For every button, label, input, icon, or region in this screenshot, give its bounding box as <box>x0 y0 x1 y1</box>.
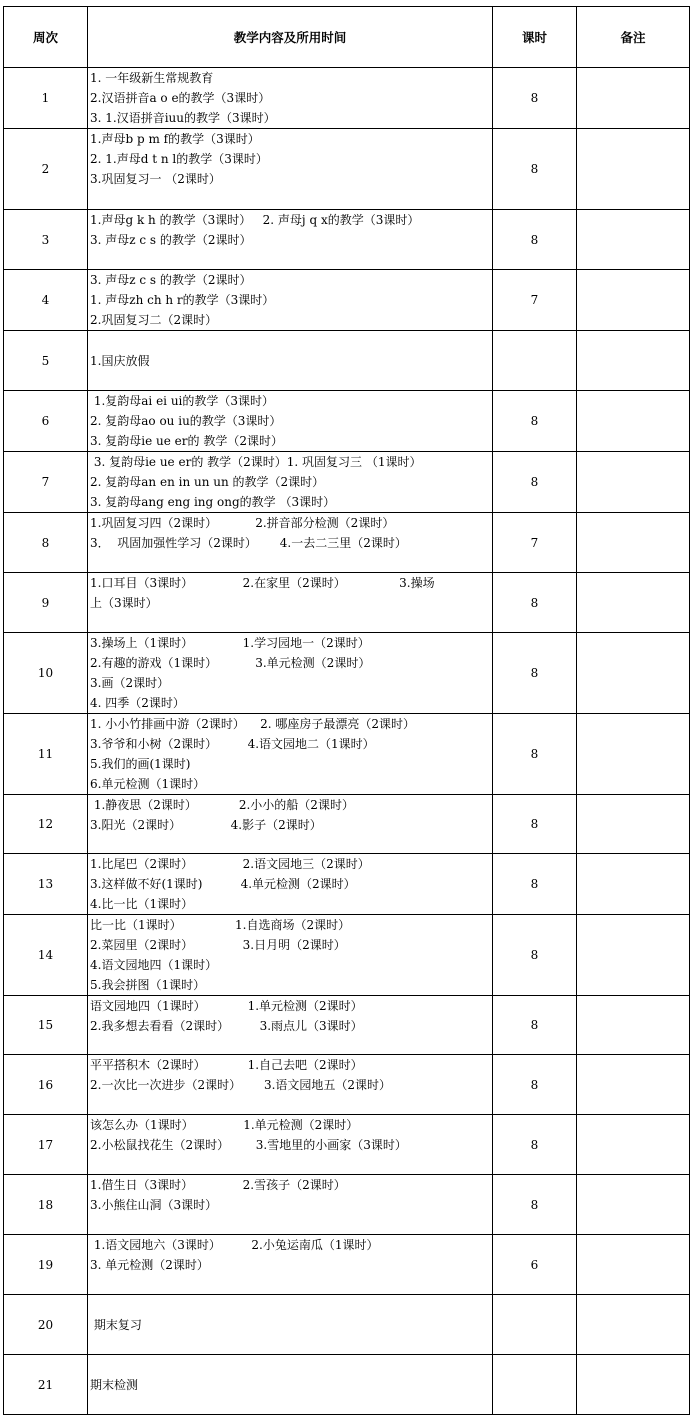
content-line: 2.有趣的游戏（1课时） 3.单元检测（2课时） <box>90 656 371 670</box>
hours-cell: 8 <box>493 795 577 854</box>
table-row <box>4 915 690 996</box>
content-cell <box>88 1295 493 1355</box>
notes-cell <box>577 915 690 996</box>
week-cell: 4 <box>4 270 88 331</box>
table-row <box>4 1175 690 1235</box>
header-hours: 课时 <box>493 7 577 68</box>
hours-cell: 8 <box>493 1115 577 1175</box>
content-line: 该怎么办（1课时） 1.单元检测（2课时） <box>90 1118 359 1132</box>
content-line: 3.巩固复习一 （2课时） <box>90 172 221 186</box>
content-cell <box>88 854 493 915</box>
hours-cell: 8 <box>493 714 577 795</box>
header-week: 周次 <box>4 7 88 68</box>
content-cell <box>88 270 493 331</box>
week-cell: 6 <box>4 391 88 452</box>
content-line: 3. 1.汉语拼音iuu的教学（3课时） <box>90 111 276 125</box>
notes-cell <box>577 68 690 129</box>
notes-cell <box>577 1235 690 1295</box>
content-line: 1.复韵母ai ei ui的教学（3课时） <box>90 394 275 408</box>
content-line: 1.声母g k h 的教学（3课时） 2. 声母j q x的教学（3课时） <box>90 213 420 227</box>
content-cell <box>88 129 493 210</box>
notes-cell <box>577 996 690 1055</box>
content-cell <box>88 633 493 714</box>
week-cell: 8 <box>4 513 88 573</box>
content-line: 语文园地四（1课时） 1.单元检测（2课时） <box>90 999 363 1013</box>
notes-cell <box>577 1115 690 1175</box>
content-line: 2.菜园里（2课时） 3.日月明（2课时） <box>90 938 346 952</box>
content-line: 6.单元检测（1课时） <box>90 777 206 791</box>
content-line: 1.巩固复习四（2课时） 2.拼音部分检测（2课时） <box>90 516 395 530</box>
table-row <box>4 854 690 915</box>
content-line: 1.国庆放假 <box>90 353 150 368</box>
week-cell: 16 <box>4 1055 88 1115</box>
content-line: 1.比尾巴（2课时） 2.语文园地三（2课时） <box>90 857 370 871</box>
content-line: 3. 声母z c s 的教学（2课时） <box>90 273 252 287</box>
content-line: 比一比（1课时） 1.自选商场（2课时） <box>90 918 351 932</box>
hours-cell: 8 <box>493 1055 577 1115</box>
content-cell <box>88 714 493 795</box>
week-cell: 3 <box>4 210 88 270</box>
hours-cell: 8 <box>493 1175 577 1235</box>
content-cell <box>88 915 493 996</box>
content-line: 1. 小小竹排画中游（2课时） 2. 哪座房子最漂亮（2课时） <box>90 717 416 731</box>
content-cell <box>88 573 493 633</box>
notes-cell <box>577 210 690 270</box>
table-row <box>4 714 690 795</box>
content-line: 2.汉语拼音a o e的教学（3课时） <box>90 91 271 105</box>
content-cell <box>88 452 493 513</box>
table-row <box>4 1355 690 1415</box>
content-cell <box>88 1115 493 1175</box>
header-notes: 备注 <box>577 7 690 68</box>
hours-cell: 7 <box>493 513 577 573</box>
content-line: 1.静夜思（2课时） 2.小小的船（2课时） <box>90 798 354 812</box>
week-cell: 1 <box>4 68 88 129</box>
hours-cell: 6 <box>493 1235 577 1295</box>
content-line: 2.一次比一次进步（2课时） 3.语文园地五（2课时） <box>90 1078 392 1092</box>
week-cell: 21 <box>4 1355 88 1415</box>
content-cell <box>88 331 493 391</box>
content-line: 3.操场上（1课时） 1.学习园地一（2课时） <box>90 636 370 650</box>
hours-cell: 8 <box>493 391 577 452</box>
content-line: 2.小松鼠找花生（2课时） 3.雪地里的小画家（3课时） <box>90 1138 407 1152</box>
content-line: 1.语文园地六（3课时） 2.小兔运南瓜（1课时） <box>90 1238 379 1252</box>
week-cell: 9 <box>4 573 88 633</box>
table-row <box>4 210 690 270</box>
content-cell <box>88 1175 493 1235</box>
week-cell: 20 <box>4 1295 88 1355</box>
hours-cell: 8 <box>493 996 577 1055</box>
week-cell: 19 <box>4 1235 88 1295</box>
notes-cell <box>577 1055 690 1115</box>
hours-cell: 8 <box>493 573 577 633</box>
content-line: 上（3课时） <box>90 596 158 610</box>
week-cell: 14 <box>4 915 88 996</box>
week-cell: 7 <box>4 452 88 513</box>
content-line: 期末检测 <box>90 1377 139 1392</box>
table-row <box>4 1235 690 1295</box>
table-row <box>4 573 690 633</box>
content-line: 3. 复韵母ie ue er的 教学（2课时）1. 巩固复习三 （1课时） <box>90 455 422 469</box>
notes-cell <box>577 452 690 513</box>
hours-cell <box>493 1355 577 1415</box>
content-line: 3. 声母z c s 的教学（2课时） <box>90 233 252 247</box>
content-line: 2.巩固复习二（2课时） <box>90 313 218 327</box>
table-row <box>4 513 690 573</box>
table-row <box>4 996 690 1055</box>
content-line: 2.我多想去看看（2课时） 3.雨点儿（3课时） <box>90 1019 363 1033</box>
hours-cell <box>493 1295 577 1355</box>
table-row <box>4 1055 690 1115</box>
table-row <box>4 68 690 129</box>
content-cell <box>88 1235 493 1295</box>
hours-cell: 7 <box>493 270 577 331</box>
content-line: 2. 复韵母an en in un un 的教学（2课时） <box>90 475 325 489</box>
content-cell <box>88 1355 493 1415</box>
week-cell: 2 <box>4 129 88 210</box>
content-cell <box>88 1055 493 1115</box>
notes-cell <box>577 331 690 391</box>
content-line: 1.借生日（3课时） 2.雪孩子（2课时） <box>90 1178 346 1192</box>
notes-cell <box>577 513 690 573</box>
content-line: 3.爷爷和小树（2课时） 4.语文园地二（1课时） <box>90 737 375 751</box>
table-row <box>4 795 690 854</box>
table-row <box>4 633 690 714</box>
content-line: 平平搭积木（2课时） 1.自己去吧（2课时） <box>90 1058 363 1072</box>
content-line: 4.比一比（1课时） <box>90 897 194 911</box>
week-cell: 11 <box>4 714 88 795</box>
notes-cell <box>577 1295 690 1355</box>
week-cell: 12 <box>4 795 88 854</box>
table-row <box>4 1115 690 1175</box>
hours-cell: 8 <box>493 633 577 714</box>
content-line: 2. 1.声母d t n l的教学（3课时） <box>90 152 268 166</box>
content-line: 3.画（2课时） <box>90 676 170 690</box>
table-row <box>4 270 690 331</box>
notes-cell <box>577 1175 690 1235</box>
content-line: 3.阳光（2课时） 4.影子（2课时） <box>90 818 322 832</box>
week-cell: 17 <box>4 1115 88 1175</box>
content-line: 4. 四季（2课时） <box>90 696 185 710</box>
teaching-schedule-table <box>3 6 690 1415</box>
content-line: 3. 单元检测（2课时） <box>90 1258 209 1272</box>
content-line: 3. 复韵母ie ue er的 教学（2课时） <box>90 434 283 448</box>
notes-cell <box>577 1355 690 1415</box>
content-cell <box>88 996 493 1055</box>
content-cell <box>88 68 493 129</box>
content-cell <box>88 210 493 270</box>
content-line: 3. 复韵母ang eng ing ong的教学 （3课时） <box>90 495 336 509</box>
table-row <box>4 1295 690 1355</box>
header-content: 教学内容及所用时间 <box>88 7 493 68</box>
week-cell: 10 <box>4 633 88 714</box>
table-row <box>4 331 690 391</box>
content-cell <box>88 795 493 854</box>
week-cell: 18 <box>4 1175 88 1235</box>
content-line: 3． 巩固加强性学习（2课时） 4.一去二三里（2课时） <box>90 536 407 550</box>
hours-cell: 8 <box>493 210 577 270</box>
notes-cell <box>577 270 690 331</box>
content-line: 1. 一年级新生常规教育 <box>90 71 214 85</box>
notes-cell <box>577 854 690 915</box>
week-cell: 13 <box>4 854 88 915</box>
notes-cell <box>577 714 690 795</box>
content-line: 5.我会拼图（1课时） <box>90 978 206 992</box>
content-line: 1.声母b p m f的教学（3课时） <box>90 132 260 146</box>
content-line: 期末复习 <box>90 1317 142 1332</box>
content-line: 4.语文园地四（1课时） <box>90 958 218 972</box>
header-row <box>4 7 690 68</box>
content-cell <box>88 513 493 573</box>
content-cell <box>88 391 493 452</box>
notes-cell <box>577 795 690 854</box>
hours-cell: 8 <box>493 915 577 996</box>
content-line: 5.我们的画(1课时) <box>90 757 191 771</box>
table-row <box>4 452 690 513</box>
hours-cell: 8 <box>493 129 577 210</box>
week-cell: 5 <box>4 331 88 391</box>
hours-cell: 8 <box>493 68 577 129</box>
hours-cell <box>493 331 577 391</box>
content-line: 1.口耳目（3课时） 2.在家里（2课时） 3.操场 <box>90 576 435 590</box>
content-line: 3.小熊住山洞（3课时） <box>90 1198 218 1212</box>
content-line: 1. 声母zh ch h r的教学（3课时） <box>90 293 275 307</box>
notes-cell <box>577 129 690 210</box>
notes-cell <box>577 573 690 633</box>
notes-cell <box>577 633 690 714</box>
content-line: 3.这样做不好(1课时) 4.单元检测（2课时） <box>90 877 356 891</box>
hours-cell: 8 <box>493 452 577 513</box>
week-cell: 15 <box>4 996 88 1055</box>
hours-cell: 8 <box>493 854 577 915</box>
content-line: 2. 复韵母ao ou iu的教学（3课时） <box>90 414 282 428</box>
notes-cell <box>577 391 690 452</box>
table-row <box>4 129 690 210</box>
table-row <box>4 391 690 452</box>
